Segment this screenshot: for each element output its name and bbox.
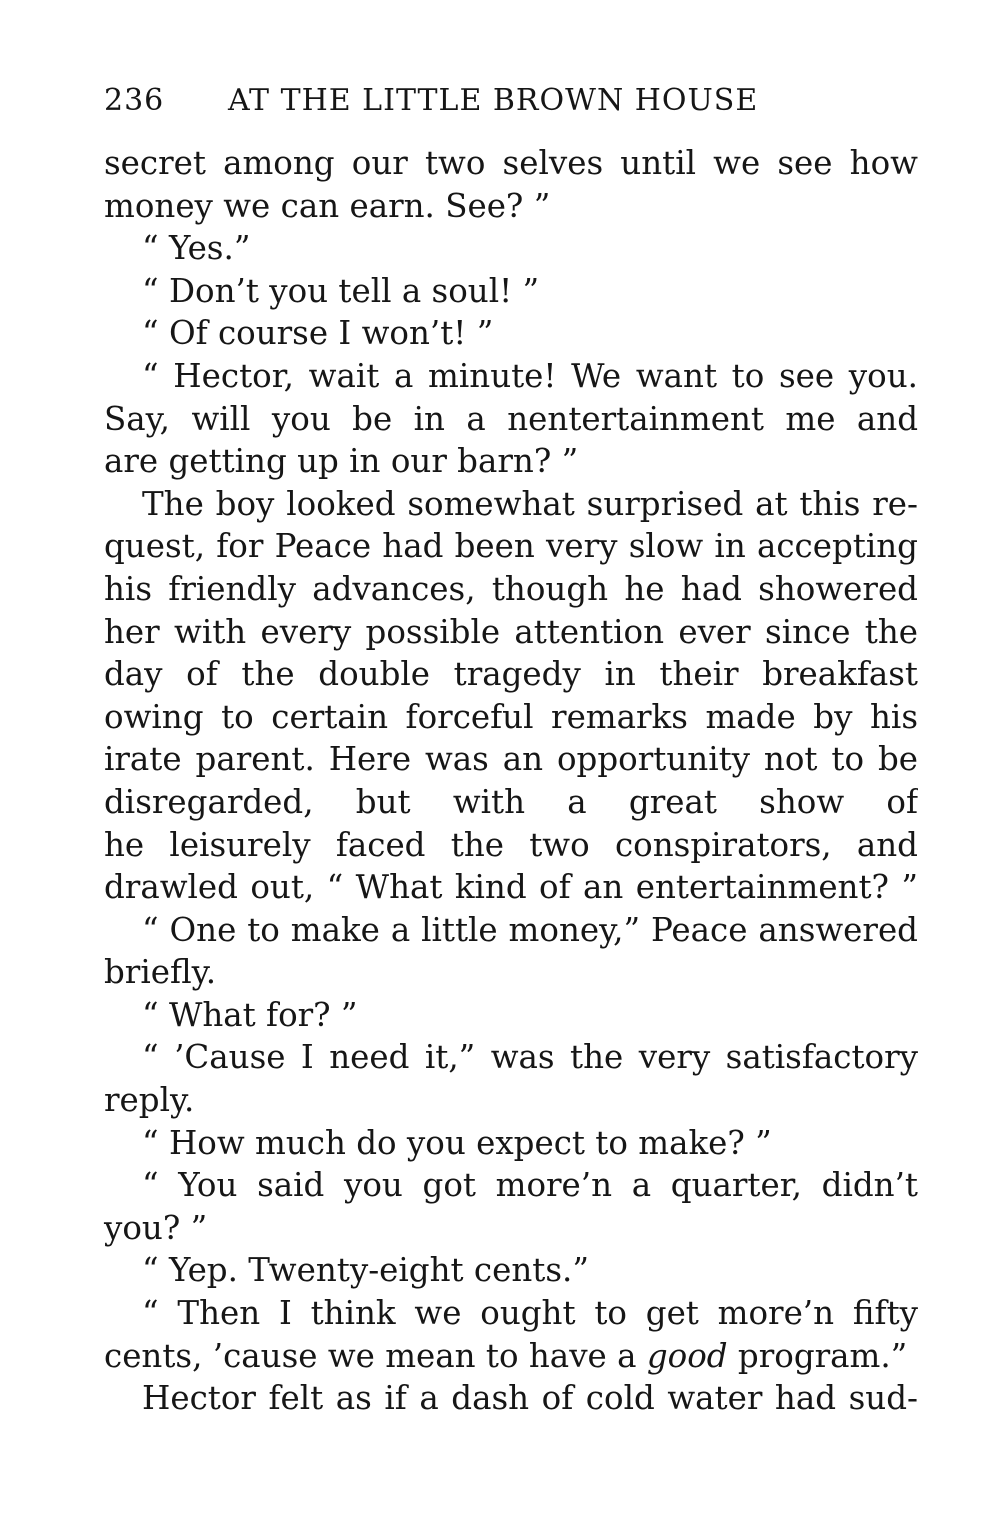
text-line xyxy=(104,1335,918,1378)
text-line-content: Say, will you be in a nentertainment me and xyxy=(104,399,918,438)
text-line xyxy=(104,611,918,654)
text-line xyxy=(104,227,918,270)
text-line-content: day of the double tragedy in their breakfast xyxy=(104,655,918,694)
text-line xyxy=(104,355,918,398)
text-line-content: “ Yep. Twenty-eight cents.” xyxy=(142,1251,589,1290)
text-line xyxy=(104,270,918,313)
text-line-content: his friendly advances, though he had showered xyxy=(104,569,918,608)
text-line-content: disregarded, but with a great show of xyxy=(104,782,918,821)
text-line-content: he leisurely faced the two conspirators, and xyxy=(104,825,918,864)
text-line xyxy=(104,994,918,1037)
text-line-content: “ You said you got more’n a quarter, didn’t xyxy=(142,1166,918,1205)
text-line xyxy=(104,312,918,355)
text-line xyxy=(104,1377,918,1420)
text-line-content: owing to certain forceful remarks made by his xyxy=(104,697,918,736)
running-head xyxy=(104,70,918,132)
text-line xyxy=(104,909,918,952)
text-line xyxy=(104,1164,918,1207)
text-line-content: “ How much do you expect to make? ” xyxy=(142,1123,772,1162)
text-line xyxy=(104,568,918,611)
text-line-content: her with every possible attention ever since the xyxy=(104,612,918,651)
text-line-content: “ Don’t you tell a soul! ” xyxy=(142,271,540,310)
text-line-content: you? ” xyxy=(104,1208,208,1247)
text-line xyxy=(104,142,918,185)
text-line-content: briefly. xyxy=(104,953,217,992)
text-line-content: cents, ’cause we mean to have a xyxy=(104,1336,647,1375)
text-line-content: secret among our two selves until we see how xyxy=(104,144,918,182)
text-line-content: “ Of course I won’t! ” xyxy=(142,314,494,353)
text-line-content: “ Then I think we ought to get more’n fifty xyxy=(142,1294,918,1333)
text-line-content: Hector felt as if a dash of cold water had sud- xyxy=(142,1379,918,1418)
text-line-content: money we can earn. See? ” xyxy=(104,186,551,225)
book-page xyxy=(104,70,918,1420)
text-line xyxy=(104,781,918,824)
text-line xyxy=(104,440,918,483)
text-line xyxy=(104,398,918,441)
text-line xyxy=(104,1207,918,1250)
text-line-content: reply. xyxy=(104,1081,195,1120)
text-line xyxy=(104,696,918,739)
text-line-content: “ What for? ” xyxy=(142,995,358,1034)
text-line-content: drawled out, “ What kind of an entertainment? ” xyxy=(104,868,918,907)
text-line-content: quest, for Peace had been very slow in accepting xyxy=(104,527,918,566)
text-line xyxy=(104,1249,918,1292)
text-line-content: The boy looked somewhat surprised at this re- xyxy=(142,484,918,523)
text-line-content: “ ’Cause I need it,” was the very satisfactory xyxy=(142,1038,918,1077)
running-title: AT THE LITTLE BROWN HOUSE xyxy=(228,83,759,118)
body-text xyxy=(104,142,918,1420)
text-line xyxy=(104,738,918,781)
text-line xyxy=(104,1036,918,1079)
text-line xyxy=(104,483,918,526)
text-line xyxy=(104,1292,918,1335)
text-line xyxy=(104,525,918,568)
text-line-content: irate parent. Here was an opportunity not to be xyxy=(104,740,918,779)
text-line xyxy=(104,1122,918,1165)
text-line-tail: program.” xyxy=(727,1336,908,1375)
text-line xyxy=(104,1079,918,1122)
text-line-content: “ One to make a little money,” Peace answered xyxy=(142,910,918,949)
text-line xyxy=(104,951,918,994)
text-line-content: “ Yes.” xyxy=(142,229,251,268)
text-line xyxy=(104,185,918,228)
italic-word: good xyxy=(646,1336,728,1375)
text-line xyxy=(104,824,918,867)
text-line-content: “ Hector, wait a minute! We want to see you. xyxy=(142,356,918,395)
text-line-content: are getting up in our barn? ” xyxy=(104,442,579,481)
text-line xyxy=(104,866,918,909)
page-number: 236 xyxy=(104,83,165,118)
text-line xyxy=(104,653,918,696)
